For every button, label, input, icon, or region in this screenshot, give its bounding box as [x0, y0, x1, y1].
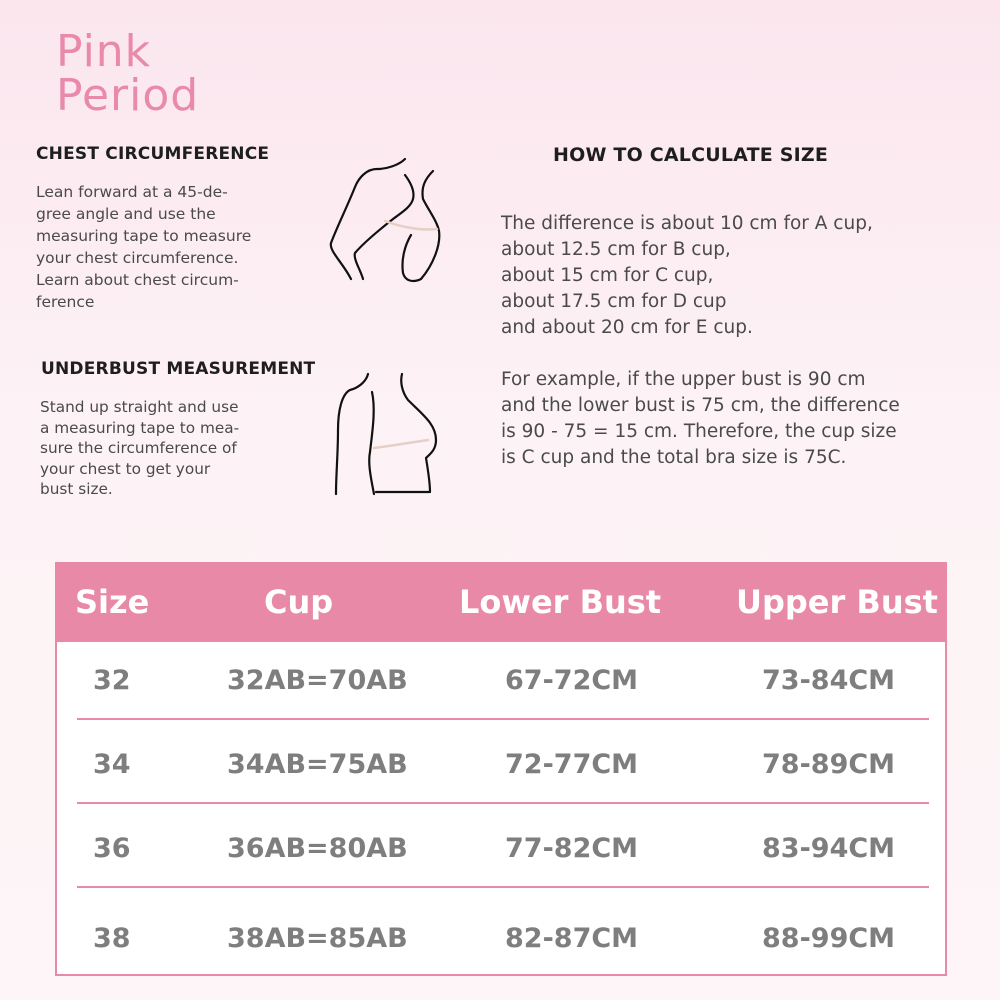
cell-size: 34 — [93, 749, 131, 780]
underbust-line: your chest to get your — [40, 459, 211, 478]
header-cup: Cup — [264, 583, 334, 621]
calc-example — [501, 367, 900, 471]
cell-size: 32 — [93, 665, 131, 696]
header-size: Size — [75, 583, 150, 621]
underbust-line: a measuring tape to mea- — [40, 418, 240, 437]
table-row — [57, 726, 945, 810]
calc-line: about 12.5 cm for B cup, — [501, 239, 731, 260]
cell-cup: 36AB=80AB — [227, 833, 408, 864]
row-divider — [77, 718, 929, 720]
chest-description — [36, 181, 251, 313]
cell-size: 36 — [93, 833, 131, 864]
cell-upper-bust: 83-94CM — [762, 833, 896, 864]
example-line: and the lower bust is 75 cm, the difference — [501, 395, 900, 416]
header-upper-bust: Upper Bust — [736, 583, 938, 621]
chest-line: gree angle and use the — [36, 205, 216, 223]
chest-line: Learn about chest circum- — [36, 271, 239, 289]
size-table — [55, 562, 947, 976]
cell-upper-bust: 78-89CM — [762, 749, 896, 780]
cell-lower-bust: 67-72CM — [505, 665, 639, 696]
cell-size: 38 — [93, 923, 131, 954]
calc-line: about 17.5 cm for D cup — [501, 291, 727, 312]
calc-cup-differences — [501, 211, 873, 341]
example-line: For example, if the upper bust is 90 cm — [501, 369, 866, 390]
brand-logo-line2: Period — [56, 70, 200, 121]
cell-cup: 34AB=75AB — [227, 749, 408, 780]
brand-logo — [56, 26, 200, 121]
underbust-line: Stand up straight and use — [40, 398, 239, 416]
table-row — [57, 810, 945, 894]
leaning-torso-outline-icon — [325, 155, 450, 290]
calc-line: The difference is about 10 cm for A cup, — [501, 213, 873, 234]
standing-torso-outline-icon — [330, 370, 445, 498]
underbust-heading: UNDERBUST MEASUREMENT — [41, 359, 316, 379]
table-header — [57, 564, 945, 642]
underbust-line: sure the circumference of — [40, 439, 237, 457]
cell-cup: 32AB=70AB — [227, 665, 408, 696]
cell-lower-bust: 72-77CM — [505, 749, 639, 780]
chest-line: your chest circumference. — [36, 249, 239, 267]
example-line: is 90 - 75 = 15 cm. Therefore, the cup size — [501, 421, 897, 442]
cell-lower-bust: 82-87CM — [505, 923, 639, 954]
table-row — [57, 642, 945, 726]
chest-heading: CHEST CIRCUMFERENCE — [36, 144, 270, 164]
cell-upper-bust: 88-99CM — [762, 923, 896, 954]
calc-line: about 15 cm for C cup, — [501, 265, 714, 286]
calc-heading: HOW TO CALCULATE SIZE — [553, 144, 829, 166]
example-line: is C cup and the total bra size is 75C. — [501, 447, 847, 468]
underbust-line: bust size. — [40, 480, 113, 498]
cell-upper-bust: 73-84CM — [762, 665, 896, 696]
cell-cup: 38AB=85AB — [227, 923, 408, 954]
calc-line: and about 20 cm for E cup. — [501, 317, 753, 338]
cell-lower-bust: 77-82CM — [505, 833, 639, 864]
underbust-description — [40, 397, 239, 500]
table-row — [57, 894, 945, 978]
row-divider — [77, 886, 929, 888]
header-lower-bust: Lower Bust — [459, 583, 662, 621]
chest-line: measuring tape to measure — [36, 227, 252, 245]
chest-line: ference — [36, 293, 95, 311]
chest-line: Lean forward at a 45-de- — [36, 183, 228, 201]
row-divider — [77, 802, 929, 804]
brand-logo-line1: Pink — [56, 26, 152, 77]
